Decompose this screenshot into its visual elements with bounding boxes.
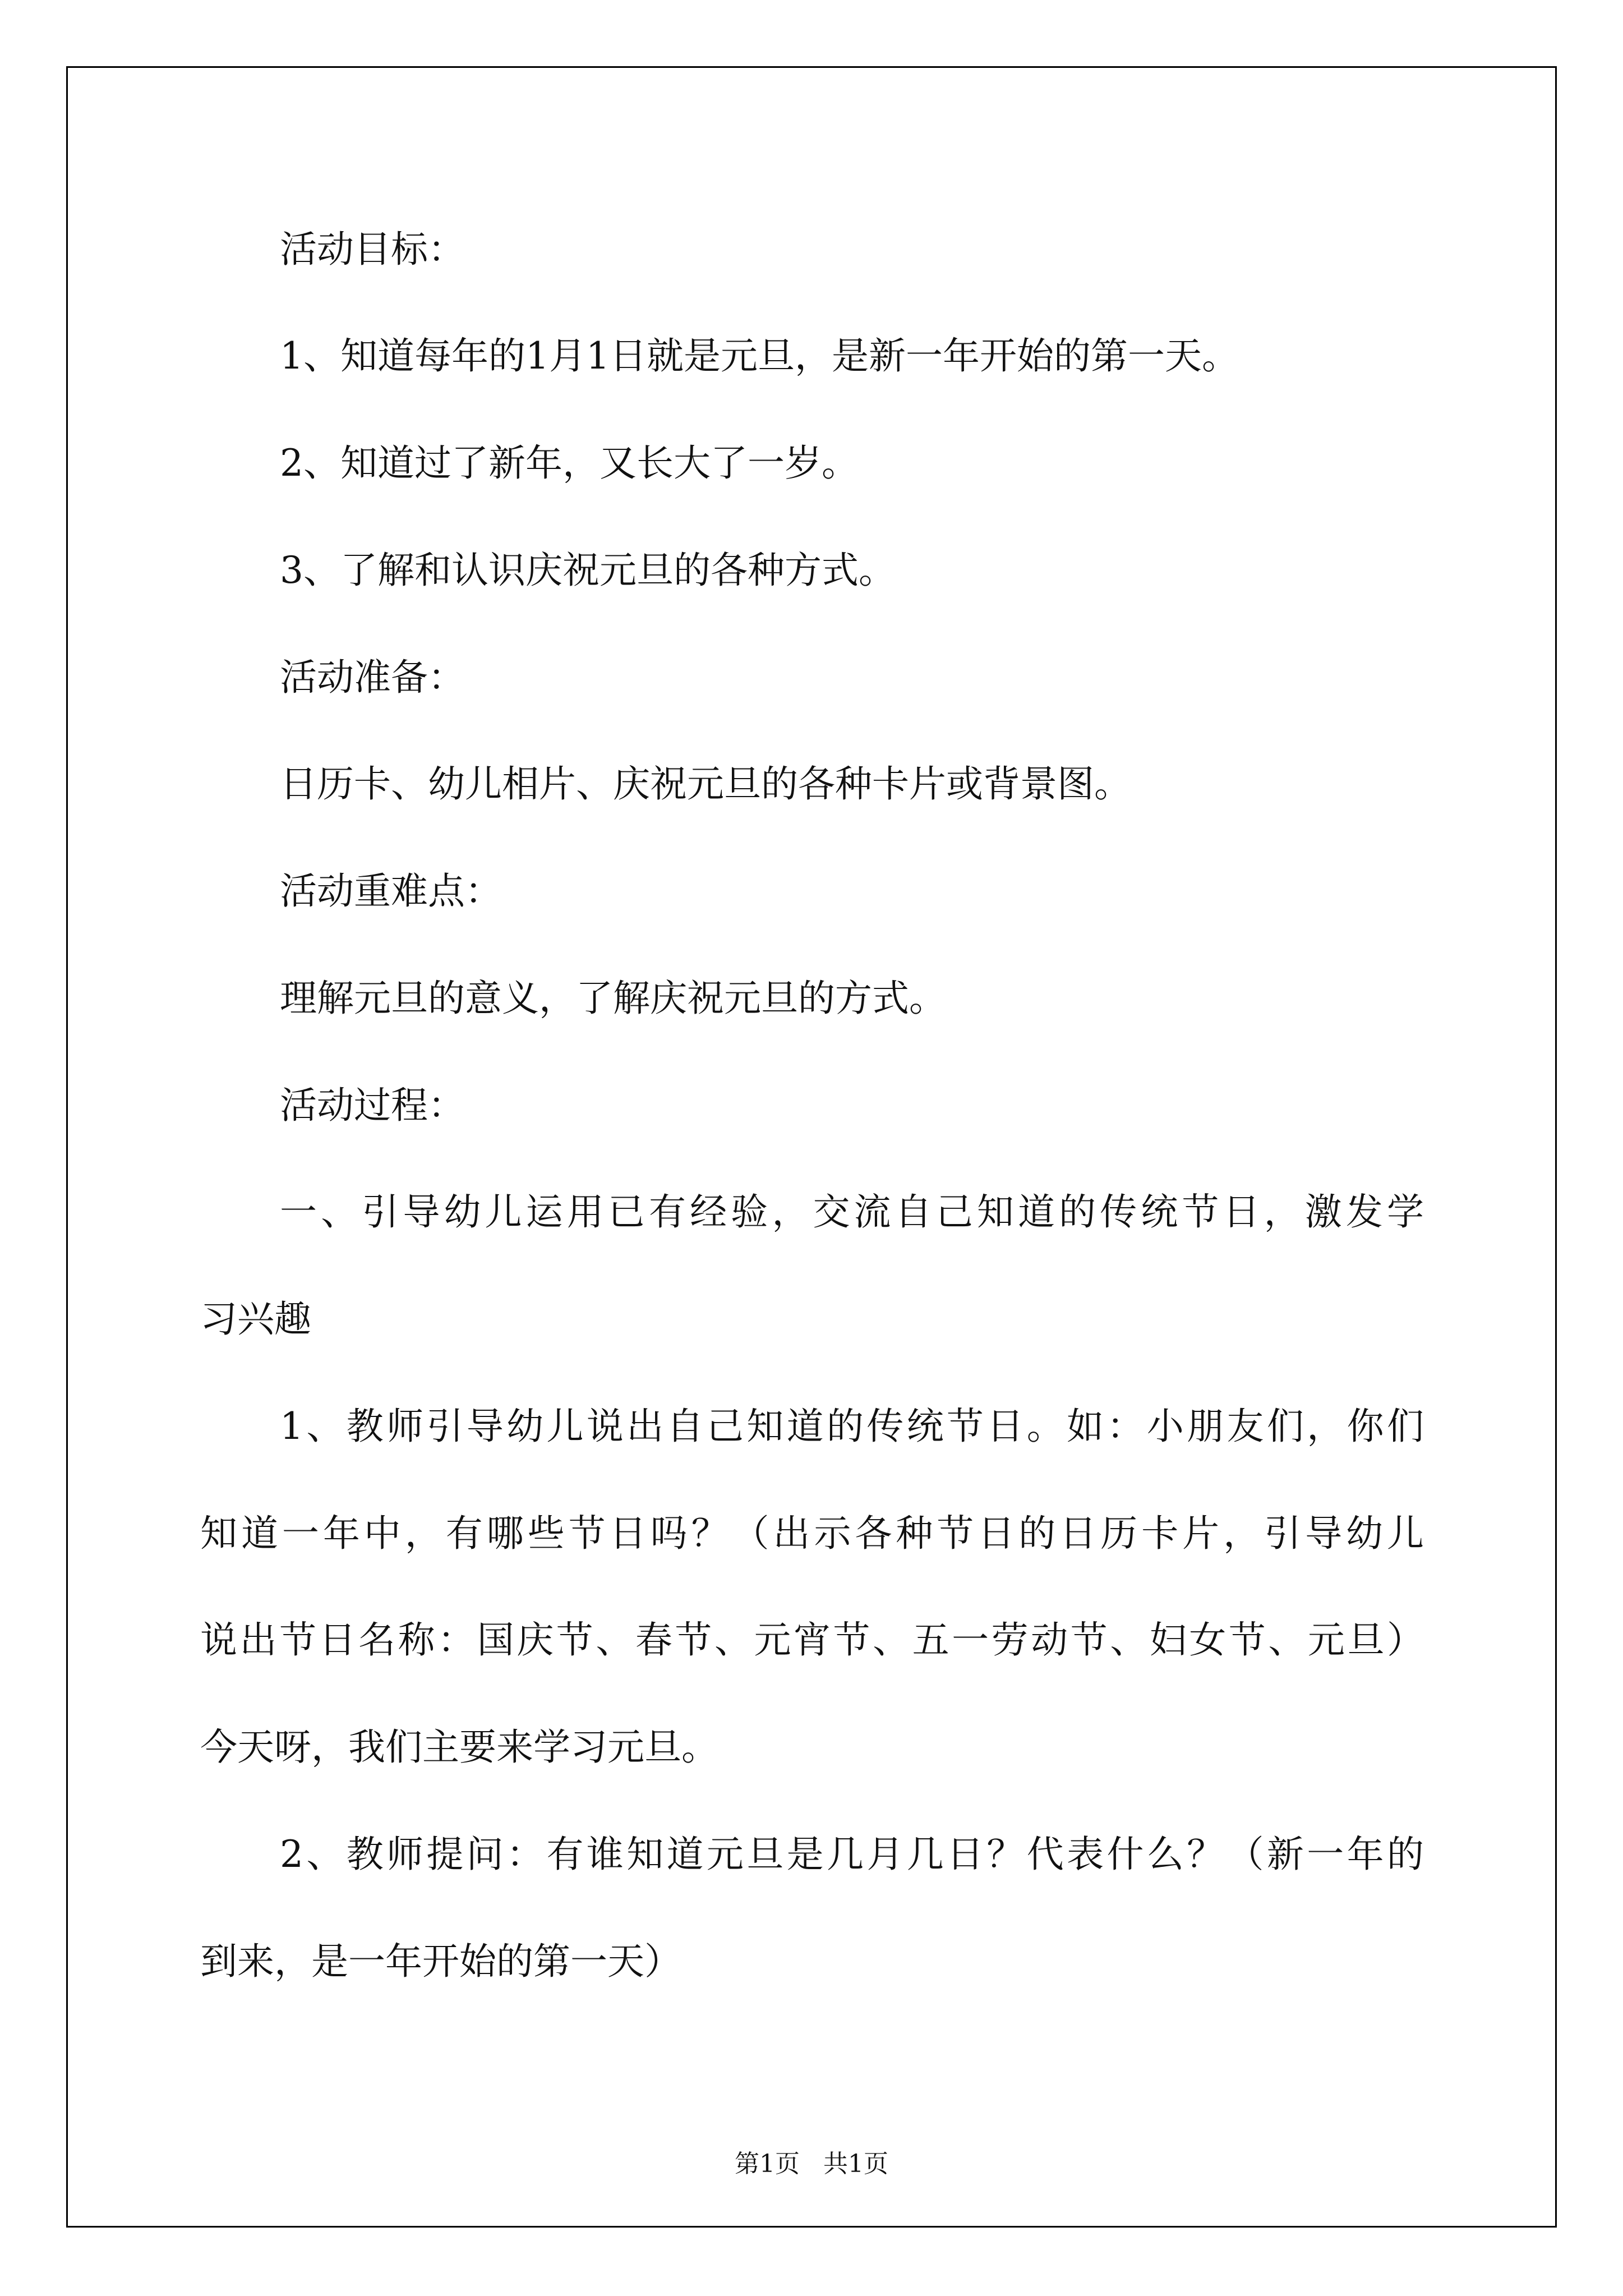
paragraph-line: 日历卡、幼儿相片、庆祝元旦的各种卡片或背景图。 (280, 762, 1131, 806)
paragraph-line (200, 1508, 1424, 1559)
heading-key-points: 活动重难点： (280, 869, 502, 913)
page-border (66, 66, 1557, 2228)
paragraph-line: 理解元旦的意义，了解庆祝元旦的方式。 (280, 977, 946, 1020)
heading-activity-preparation: 活动准备： (280, 656, 465, 699)
paragraph-line (200, 1615, 1424, 1665)
paragraph-line: 到来，是一年开始的第一天） (200, 1940, 681, 1983)
paragraph-line: 今天呀，我们主要来学习元旦。 (200, 1726, 718, 1769)
paragraph-line: 3、了解和认识庆祝元旦的各种方式。 (280, 549, 896, 592)
paragraph-line (200, 1187, 1424, 1237)
heading-activity-goals: 活动目标： (280, 228, 465, 271)
paragraph-line: 习兴趣 (200, 1297, 311, 1341)
paragraph-line-text: 一、引导幼儿运用已有经验，交流自己知道的传统节日，激发学 (280, 1190, 1424, 1234)
paragraph-line (200, 1829, 1424, 1880)
paragraph-line: 2、知道过了新年，又长大了一岁。 (280, 441, 859, 485)
paragraph-line-text: 1、教师引导幼儿说出自己知道的传统节日。如：小朋友们，你们 (280, 1405, 1424, 1448)
paragraph-line-text: 2、教师提问：有谁知道元旦是几月几日？代表什么？（新一年的 (280, 1833, 1424, 1876)
page-footer (0, 2147, 1623, 2181)
paragraph-line (200, 1401, 1424, 1452)
page-number-total: 共1页 (823, 2150, 888, 2178)
paragraph-line: 1、知道每年的1月1日就是元旦，是新一年开始的第一天。 (280, 334, 1239, 378)
paragraph-line-text: 说出节日名称：国庆节、春节、元宵节、五一劳动节、妇女节、元旦） (200, 1618, 1424, 1662)
paragraph-line-text: 知道一年中，有哪些节日吗？（出示各种节日的日历卡片，引导幼儿 (200, 1512, 1424, 1555)
heading-activity-process: 活动过程： (280, 1084, 465, 1127)
page-number-current: 第1页 (735, 2150, 800, 2178)
